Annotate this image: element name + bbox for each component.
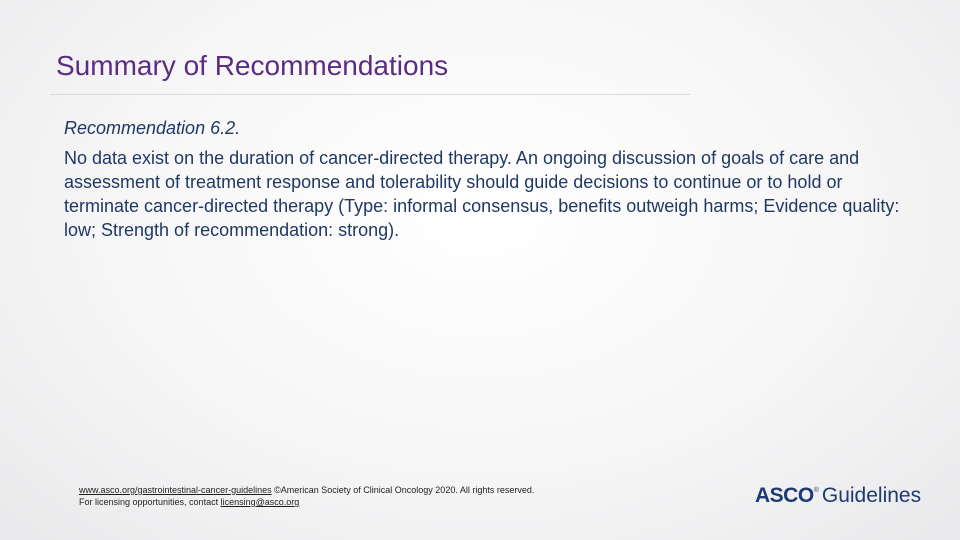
registered-mark: ® <box>813 487 819 494</box>
slide-title: Summary of Recommendations <box>56 50 449 81</box>
recommendation-text: No data exist on the duration of cancer-directed therapy. An ongoing discussion of goals of care and assessment of treatment response and tolerability should guide decisions to continue or to hold or terminate cancer-directed therapy (Type: informal consensus, benefits outweigh harms; Evidence quality: low; Strength of recommendation: strong). <box>64 148 900 240</box>
logo-brand: ASCO <box>755 484 814 507</box>
licensing-text: For licensing opportunities, contact <box>79 497 221 507</box>
footer <box>79 484 534 508</box>
licensing-email-link[interactable]: licensing@asco.org <box>220 497 300 507</box>
asco-guidelines-logo <box>755 484 921 508</box>
footer-line-1 <box>79 484 534 496</box>
title-divider <box>50 94 690 95</box>
guidelines-link[interactable]: www.asco.org/gastrointestinal-cancer-guidelines <box>79 485 272 495</box>
copyright-text: ©American Society of Clinical Oncology 2020. All rights reserved. <box>271 485 535 495</box>
recommendation-heading: Recommendation 6.2. <box>64 118 241 138</box>
footer-line-2 <box>79 496 534 508</box>
logo-suffix: Guidelines <box>821 484 922 507</box>
